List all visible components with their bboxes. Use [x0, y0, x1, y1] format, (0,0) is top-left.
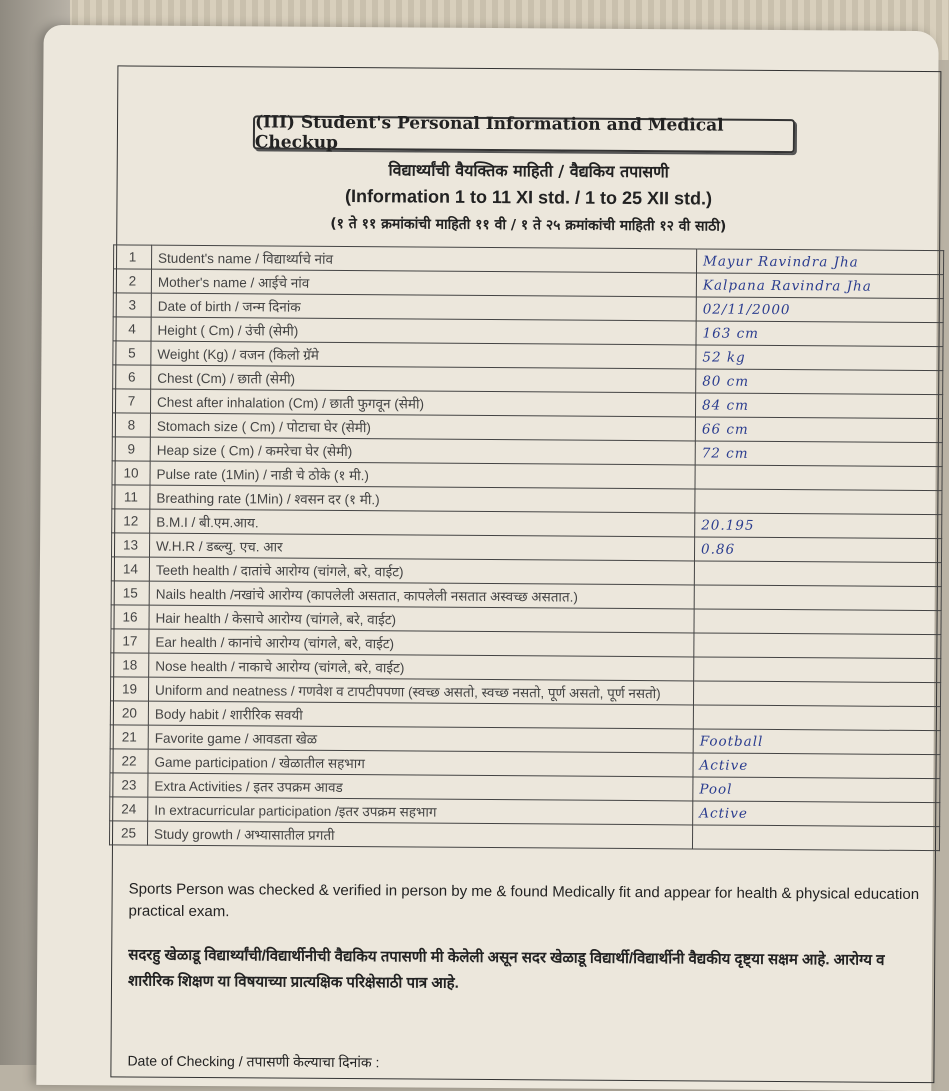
row-label: Chest (Cm) / छाती (सेमी): [151, 365, 696, 393]
row-label: Weight (Kg) / वजन (किलो ग्रॅमे: [151, 341, 696, 369]
row-number: 18: [111, 653, 149, 677]
form-title: (III) Student's Personal Information and Medical Checkup: [253, 115, 795, 153]
row-value: Pool: [693, 777, 940, 803]
row-number: 5: [113, 341, 151, 365]
row-label: Extra Activities / इतर उपक्रम आवड: [148, 773, 693, 801]
row-value: [694, 561, 941, 587]
row-value: [695, 465, 942, 491]
row-value: [693, 705, 940, 731]
row-label: W.H.R / डब्ल्यु. एच. आर: [149, 533, 694, 561]
row-number: 15: [111, 581, 149, 605]
row-number: 12: [112, 509, 150, 533]
document-page: [36, 25, 938, 1091]
row-value: [694, 585, 941, 611]
row-label: Hair health / केसाचे आरोग्य (चांगले, बरे, वाईट): [149, 605, 694, 633]
row-value: [695, 489, 942, 515]
row-number: 13: [111, 533, 149, 557]
row-value: [694, 657, 941, 683]
row-label: Height ( Cm) / उंची (सेमी): [151, 317, 696, 345]
row-number: 6: [113, 365, 151, 389]
row-value: 0.86: [694, 537, 941, 563]
row-number: 23: [110, 773, 148, 797]
row-label: Pulse rate (1Min) / नाडी चे ठोके (१ मी.): [150, 461, 695, 489]
row-number: 22: [110, 749, 148, 773]
form-subtitle: (Information 1 to 11 XI std. / 1 to 25 XII std.): [344, 185, 713, 209]
row-value: 20.195: [695, 513, 942, 539]
row-label: Student's name / विद्यार्थ्याचे नांव: [152, 245, 697, 273]
row-number: 4: [113, 317, 151, 341]
row-value: Kalpana Ravindra Jha: [696, 273, 943, 299]
row-value: 80 cm: [696, 369, 943, 395]
row-value: 52 kg: [696, 345, 943, 371]
row-value: 84 cm: [695, 393, 942, 419]
row-number: 9: [112, 437, 150, 461]
form-subtitle-marathi: (१ ते ११ क्रमांकांची माहिती ११ वी / १ ते २५ क्रमांकांची माहिती १२ वी साठी): [330, 215, 727, 235]
row-number: 24: [110, 797, 148, 821]
declaration-marathi: सदरहु खेळाडू विद्यार्थ्यांची/विद्यार्थीनीची वैद्यकिय तपासणी मी केलेली असून सदर खेळाडू विद्यार्थी/विद्यार्थीनी वैद्यकीय दृष्ट्या सक्षम आहे. आरोग्य व शारीरिक शिक्षण या विषयाच्या प्रात्यक्षिक परिक्षेसाठी पात्र आहे.: [127, 946, 885, 992]
row-label: Uniform and neatness / गणवेश व टापटीपपणा (स्वच्छ असतो, स्वच्छ नसतो, पूर्ण असतो, पूर्ण नसतो): [148, 677, 693, 705]
row-label: Game participation / खेळातील सहभाग: [148, 749, 693, 777]
row-number: 10: [112, 461, 150, 485]
row-label: Mother's name / आईचे नांव: [151, 269, 696, 297]
row-value: Football: [693, 729, 940, 755]
row-number: 19: [110, 677, 148, 701]
row-value: [693, 681, 940, 707]
row-label: Ear health / कानांचे आरोग्य (चांगले, बरे, वाईट): [149, 629, 694, 657]
row-value: [692, 825, 939, 851]
date-of-checking-label: Date of Checking / तपासणी केल्याचा दिनांक :: [127, 1052, 380, 1071]
declaration-english: Sports Person was checked & verified in person by me & found Medically fit and appear for health & physical education practical exam.: [128, 880, 920, 921]
row-label: Nails health /नखांचे आरोग्य (कापलेली असतात, कापलेली नसतात अस्वच्छ असतात.): [149, 581, 694, 609]
row-number: 17: [111, 629, 149, 653]
row-label: Nose health / नाकाचे आरोग्य (चांगले, बरे, वाईट): [149, 653, 694, 681]
medical-checkup-table: [109, 244, 944, 851]
row-value: 02/11/2000: [696, 297, 943, 323]
row-label: Favorite game / आवडता खेळ: [148, 725, 693, 753]
row-value: [694, 633, 941, 659]
row-number: 1: [114, 245, 152, 269]
row-value: Active: [693, 801, 940, 827]
row-value: [694, 609, 941, 635]
row-number: 3: [113, 293, 151, 317]
row-number: 16: [111, 605, 149, 629]
row-label: Heap size ( Cm) / कमरेचा घेर (सेमी): [150, 437, 695, 465]
row-label: Body habit / शारीरिक सवयी: [148, 701, 693, 729]
row-label: Date of birth / जन्म दिनांक: [151, 293, 696, 321]
row-label: In extracurricular participation /इतर उपक्रम सहभाग: [148, 797, 693, 825]
row-label: Teeth health / दातांचे आरोग्य (चांगले, बरे, वाईट): [149, 557, 694, 585]
row-label: Study growth / अभ्यासातील प्रगती: [147, 821, 692, 849]
table-row: [109, 821, 939, 851]
row-number: 14: [111, 557, 149, 581]
row-number: 21: [110, 725, 148, 749]
form-frame: [110, 65, 941, 1083]
row-value: 66 cm: [695, 417, 942, 443]
row-number: 2: [113, 269, 151, 293]
row-label: B.M.I / बी.एम.आय.: [150, 509, 695, 537]
row-number: 25: [109, 821, 147, 845]
row-number: 7: [113, 389, 151, 413]
row-label: Stomach size ( Cm) / पोटाचा घेर (सेमी): [150, 413, 695, 441]
row-number: 8: [112, 413, 150, 437]
row-label: Chest after inhalation (Cm) / छाती फुगवून (सेमी): [151, 389, 696, 417]
row-number: 20: [110, 701, 148, 725]
row-value: 163 cm: [696, 321, 943, 347]
row-value: Mayur Ravindra Jha: [696, 249, 943, 275]
row-number: 11: [112, 485, 150, 509]
form-title-marathi: विद्यार्थ्यांची वैयक्तिक माहिती / वैद्यकिय तपासणी: [388, 160, 669, 182]
row-label: Breathing rate (1Min) / श्वसन दर (१ मी.): [150, 485, 695, 513]
row-value: 72 cm: [695, 441, 942, 467]
row-value: Active: [693, 753, 940, 779]
